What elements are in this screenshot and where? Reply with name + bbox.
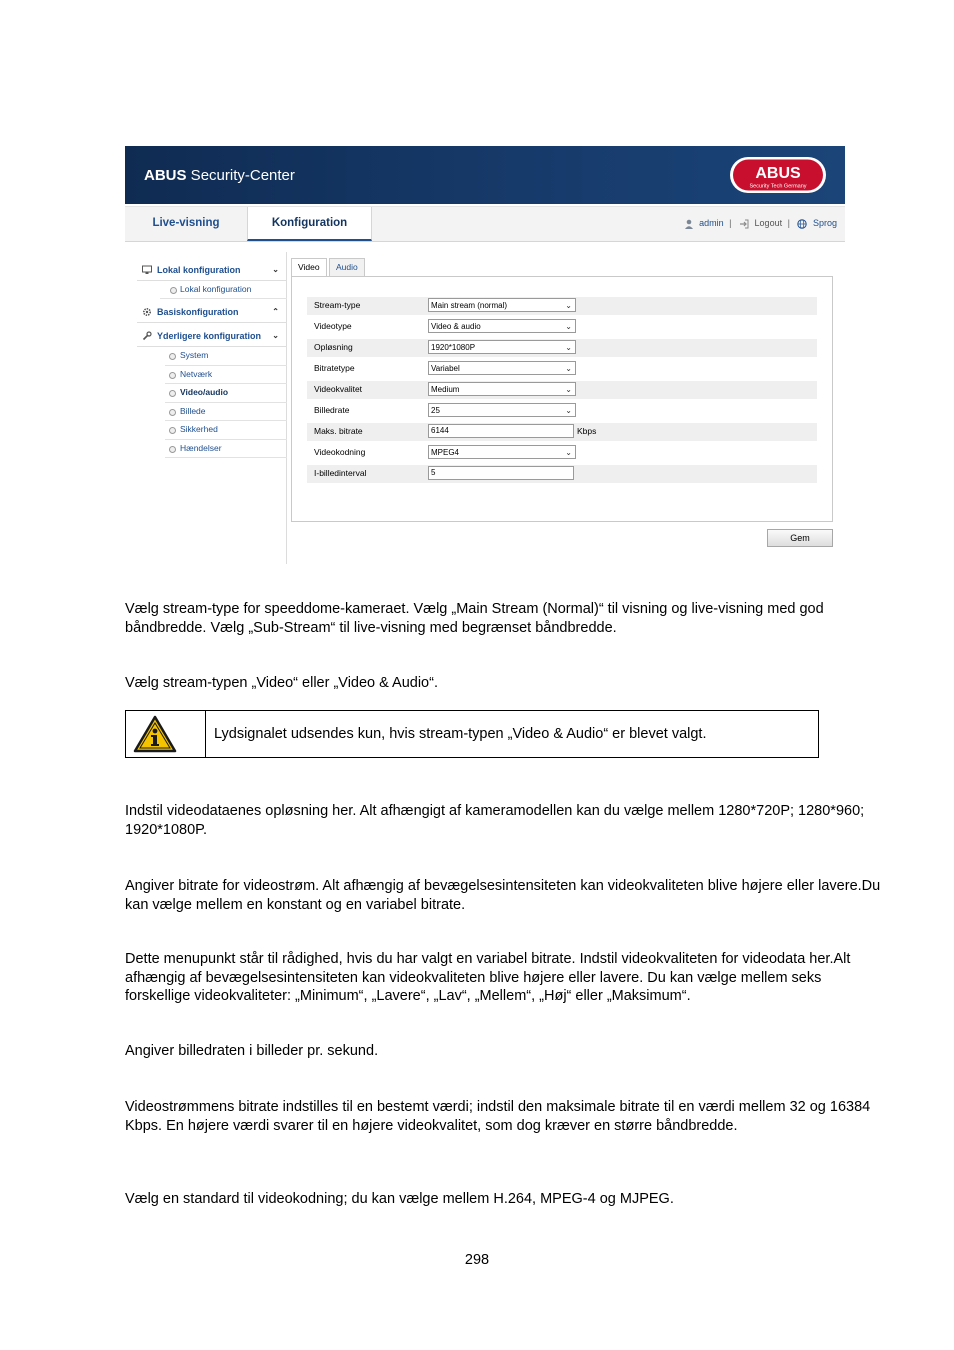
paragraph-bitratetype: Angiver bitrate for videostrøm. Alt afhængig af bevægelsesintensiteten kan videokvaliteten blive højere eller lavere.Du kan vælge mellem en konstant og en variabel bitrate.: [125, 878, 881, 913]
save-button[interactable]: Gem: [767, 529, 833, 547]
form-row-oplosning: [307, 339, 817, 357]
chevron-down-icon: ⌄: [565, 406, 572, 415]
paragraph-billedrate: Angiver billedraten i billeder pr. sekund.: [125, 1043, 379, 1059]
paragraph-videokvalitet: Dette menupunkt står til rådighed, hvis du har valgt en variabel bitrate. Indstil videokvaliteten for videodata her.Alt afhængig af bevægelsesintensiteten kan videokvaliteten blive højere eller lavere. Du kan vælge mellem seks forskellige videokvaliteter: „Minimum“, „Lavere“, „Lav“, „Mellem“, „Høj“ eller „Maksimum“.: [125, 951, 851, 1004]
paragraph-videokodning: Vælg en standard til videokodning; du kan vælge mellem H.264, MPEG-4 og MJPEG.: [125, 1191, 674, 1207]
note-text: Lydsignalet udsendes kun, hvis stream-typen „Video & Audio“ er blevet valgt.: [214, 726, 707, 742]
sidebar-group-yderligere[interactable]: Yderligere konfiguration ⌄: [137, 326, 287, 347]
chevron-down-icon: ⌄: [565, 322, 572, 331]
language-link[interactable]: Sprog: [812, 218, 837, 228]
bullet-icon: [170, 287, 177, 294]
sidebar-item-system[interactable]: System: [165, 347, 287, 366]
bullet-icon: [169, 427, 176, 434]
stream-type-select[interactable]: Main stream (normal) ⌄: [428, 298, 576, 312]
chevron-down-icon: ⌄: [565, 343, 572, 352]
unit-label: Kbps: [577, 426, 597, 436]
video-settings-panel: [291, 276, 833, 522]
sidebar-item-video-audio[interactable]: Video/audio: [165, 384, 287, 403]
form-row-maks-bitrate: [307, 423, 817, 441]
form-row-i-billedinterval: [307, 465, 817, 483]
field-label: Maks. bitrate: [314, 426, 363, 436]
form-row-billedrate: [307, 402, 817, 420]
video-quality-select[interactable]: Medium ⌄: [428, 382, 576, 396]
video-encoding-select[interactable]: MPEG4 ⌄: [428, 445, 576, 459]
main-nav: [125, 206, 845, 242]
note-icon-cell: [126, 711, 206, 757]
sidebar-item-netvaerk[interactable]: Netværk: [165, 366, 287, 385]
field-label: Opløsning: [314, 342, 353, 352]
monitor-icon: [142, 265, 152, 275]
sidebar-group-basis[interactable]: Basiskonfiguration ⌃: [137, 302, 287, 323]
paragraph-videotype: Vælg stream-typen „Video“ eller „Video & Audio“.: [125, 675, 438, 691]
field-label: Billedrate: [314, 405, 350, 415]
sidebar: [137, 260, 287, 458]
separator: |: [729, 218, 732, 228]
sidebar-item-billede[interactable]: Billede: [165, 403, 287, 422]
chevron-down-icon: ⌄: [565, 448, 572, 457]
abus-web-ui-screenshot: [125, 146, 845, 566]
user-area: [684, 207, 837, 240]
chevron-down-icon: ⌄: [272, 331, 279, 340]
user-link[interactable]: admin: [699, 218, 724, 228]
warning-info-icon: [133, 715, 177, 753]
form-row-videotype: [307, 318, 817, 336]
paragraph-oplosning: Indstil videodataenes opløsning her. Alt afhængigt af kameramodellen kan du vælge mellem 1280*720P; 1280*960; 1920*1080P.: [125, 803, 865, 838]
bitrate-type-select[interactable]: Variabel ⌄: [428, 361, 576, 375]
i-frame-interval-input[interactable]: 5: [428, 466, 574, 480]
tab-live-visning[interactable]: Live-visning: [152, 217, 220, 229]
field-label: Videokodning: [314, 447, 366, 457]
paragraph-maks-bitrate: Videostrømmens bitrate indstilles til en bestemt værdi; indstil den maksimale bitrate til en værdi mellem 32 og 16384 Kbps. En højere værdi svarer til en højere videokvalitet, som dog kræver en større båndbredde.: [125, 1099, 871, 1134]
resolution-select[interactable]: 1920*1080P ⌄: [428, 340, 576, 354]
chevron-up-icon: ⌃: [272, 307, 279, 316]
sidebar-item-sikkerhed[interactable]: Sikkerhed: [165, 421, 287, 440]
bullet-icon: [169, 353, 176, 360]
field-label: Stream-type: [314, 300, 361, 310]
separator: |: [787, 218, 790, 228]
videotype-select[interactable]: Video & audio ⌄: [428, 319, 576, 333]
frame-rate-select[interactable]: 25 ⌄: [428, 403, 576, 417]
field-label: Videotype: [314, 321, 352, 331]
header-banner: [125, 146, 845, 204]
form-row-videokodning: [307, 444, 817, 462]
sidebar-item-lokal-konfiguration[interactable]: Lokal konfiguration: [160, 281, 287, 299]
sidebar-group-lokal[interactable]: Lokal konfiguration ⌄: [137, 260, 287, 281]
form-row-bitratetype: [307, 360, 817, 378]
note-box: [125, 710, 819, 758]
svg-text:Security Tech Germany: Security Tech Germany: [749, 183, 807, 190]
svg-text:ABUS: ABUS: [755, 165, 801, 182]
max-bitrate-input[interactable]: 6144: [428, 424, 574, 438]
field-label: Videokvalitet: [314, 384, 363, 394]
bullet-icon: [169, 446, 176, 453]
tab-konfiguration[interactable]: Konfiguration: [247, 207, 372, 241]
wrench-icon: [142, 331, 152, 341]
app-title: ABUS Security-Center: [144, 167, 295, 184]
logout-icon: [739, 219, 749, 229]
form-row-stream-type: [307, 297, 817, 315]
form-row-videokvalitet: [307, 381, 817, 399]
chevron-down-icon: ⌄: [565, 385, 572, 394]
user-icon: [684, 219, 694, 229]
chevron-down-icon: ⌄: [272, 265, 279, 274]
abus-logo-icon: [729, 156, 827, 194]
bullet-icon: [169, 372, 176, 379]
logout-link[interactable]: Logout: [754, 218, 783, 228]
chevron-down-icon: ⌄: [565, 301, 572, 310]
globe-icon: [797, 219, 807, 229]
bullet-icon: [169, 390, 176, 397]
field-label: I-billedinterval: [314, 468, 367, 478]
paragraph-stream-type: Vælg stream-type for speeddome-kameraet. Vælg „Main Stream (Normal)“ til visning og live-visning med god båndbredde. Vælg „Sub-Stream“ til live-visning med begrænset båndbredde.: [125, 601, 824, 636]
bullet-icon: [169, 409, 176, 416]
field-label: Bitratetype: [314, 363, 355, 373]
chevron-down-icon: ⌄: [565, 364, 572, 373]
sidebar-item-haendelser[interactable]: Hændelser: [165, 440, 287, 459]
gear-icon: [142, 307, 152, 317]
tab-audio[interactable]: Audio: [329, 258, 365, 276]
tab-video[interactable]: Video: [291, 258, 327, 277]
page-number: 298: [464, 1252, 490, 1268]
